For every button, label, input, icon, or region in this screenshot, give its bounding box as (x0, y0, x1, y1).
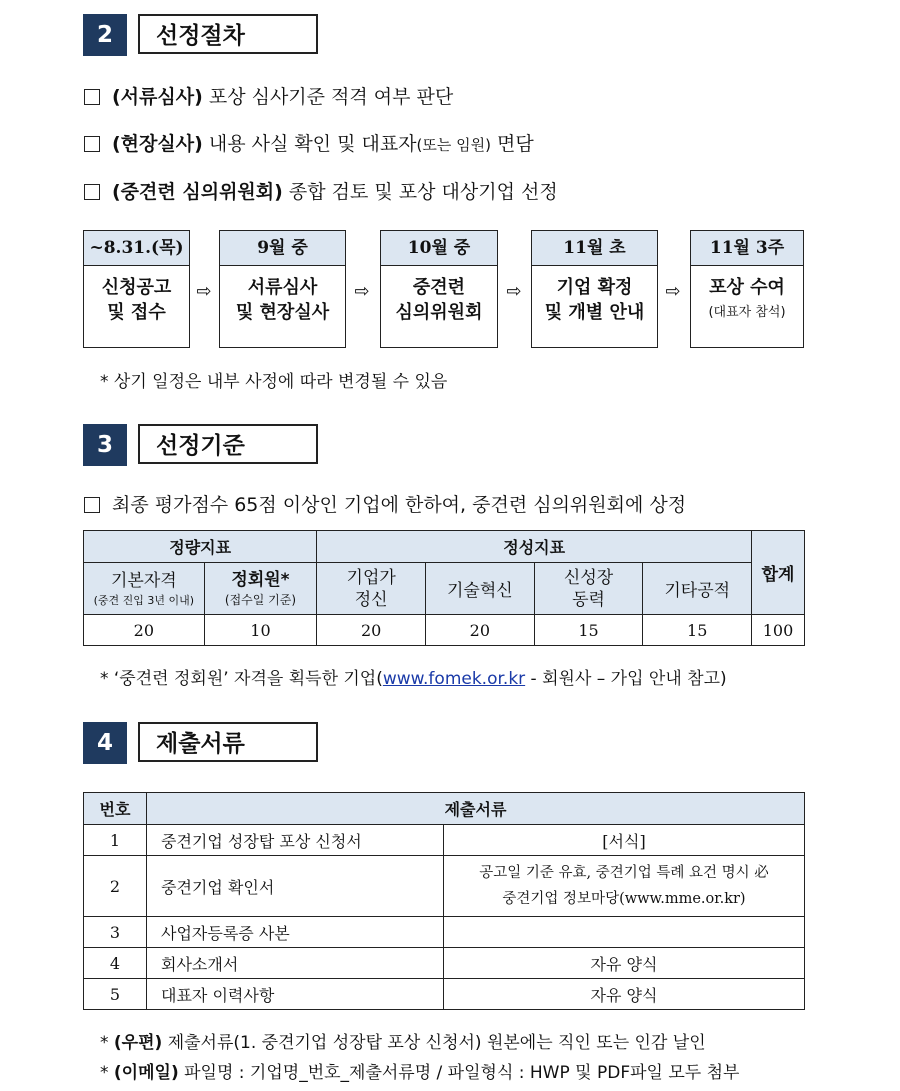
col-member-header: 정회원* (접수일 기준) (204, 563, 317, 615)
timeline-step (83, 230, 190, 348)
step-date: 9월 중 (220, 231, 345, 266)
group-qual-header: 정성지표 (317, 531, 752, 563)
timeline-step (690, 230, 804, 348)
timeline-step (219, 230, 346, 348)
arrow-icon: ⇨ (196, 281, 212, 302)
doc-no-header: 번호 (84, 793, 147, 825)
score-cell: 20 (317, 615, 426, 646)
score-cell: 15 (643, 615, 752, 646)
step-body: 포상 수여 (대표자 참석) (708, 277, 786, 320)
mail-note: * (우편) 제출서류(1. 중견기업 성장탑 포상 신청서) 원본에는 직인 또는 인감 날인 (100, 1033, 706, 1053)
score-cell: 15 (534, 615, 643, 646)
fomek-link[interactable]: www.fomek.or.kr (382, 669, 526, 689)
total-header: 합계 (752, 531, 805, 615)
doc-name-header: 제출서류 (147, 793, 805, 825)
table-row: 5 대표자 이력사항 자유 양식 (84, 979, 805, 1010)
checkbox-icon (84, 89, 100, 105)
member-note: * ‘중견련 정회원’ 자격을 획득한 기업(www.fomek.or.kr - 회원사 – 가입 안내 참고) (100, 669, 727, 689)
score-cell: 10 (204, 615, 317, 646)
procedure-bullet: (현장실사) 내용 사실 확인 및 대표자(또는 임원) 면담 (84, 132, 534, 157)
section-number: 3 (83, 424, 127, 466)
step-body: 서류심사 및 현장실사 (235, 277, 330, 323)
criteria-table (83, 530, 805, 646)
group-quant-header: 정량지표 (84, 531, 317, 563)
checkbox-icon (84, 184, 100, 200)
section-number: 4 (83, 722, 127, 764)
step-body: 기업 확정 및 개별 안내 (544, 277, 645, 323)
table-row: 1 중견기업 성장탑 포상 신청서 [서식] (84, 825, 805, 856)
arrow-icon: ⇨ (665, 281, 681, 302)
checkbox-icon (84, 497, 100, 513)
section-number: 2 (83, 14, 127, 56)
step-date: 11월 3주 (691, 231, 803, 266)
table-row: 3 사업자등록증 사본 (84, 917, 805, 948)
section-title: 선정절차 (138, 14, 318, 54)
section-title: 선정기준 (138, 424, 318, 464)
schedule-note: * 상기 일정은 내부 사정에 따라 변경될 수 있음 (100, 372, 448, 392)
step-body: 신청공고 및 접수 (101, 277, 172, 323)
checkbox-icon (84, 136, 100, 152)
total-cell: 100 (752, 615, 805, 646)
email-note: * (이메일) 파일명 : 기업명_번호_제출서류명 / 파일형식 : HWP 및 PDF파일 모두 첨부 (100, 1063, 740, 1083)
arrow-icon: ⇨ (506, 281, 522, 302)
section-title: 제출서류 (138, 722, 318, 762)
score-cell: 20 (426, 615, 535, 646)
col-entrepreneur-header: 기업가 정신 (317, 563, 426, 615)
col-growth-header: 신성장 동력 (534, 563, 643, 615)
criteria-bullet: 최종 평가점수 65점 이상인 기업에 한하여, 중견련 심의위원회에 상정 (84, 493, 686, 517)
step-body: 중견련 심의위원회 (395, 277, 483, 323)
step-date: ~8.31.(목) (84, 231, 189, 266)
step-date: 10월 중 (381, 231, 497, 266)
procedure-bullet: (중견련 심의위원회) 종합 검토 및 포상 대상기업 선정 (84, 180, 558, 204)
step-date: 11월 초 (532, 231, 657, 266)
score-cell: 20 (84, 615, 205, 646)
arrow-icon: ⇨ (354, 281, 370, 302)
timeline-step (531, 230, 658, 348)
procedure-bullet: (서류심사) 포상 심사기준 적격 여부 판단 (84, 85, 453, 109)
col-tech-header: 기술혁신 (426, 563, 535, 615)
table-row: 2 중견기업 확인서 공고일 기준 유효, 중견기업 특례 요건 명시 必 중견기업 정보마당(www.mme.or.kr) (84, 856, 805, 917)
col-basic-header: 기본자격 (중견 진입 3년 이내) (84, 563, 205, 615)
col-other-header: 기타공적 (643, 563, 752, 615)
table-row: 4 회사소개서 자유 양식 (84, 948, 805, 979)
timeline-step (380, 230, 498, 348)
documents-table (83, 792, 805, 1010)
